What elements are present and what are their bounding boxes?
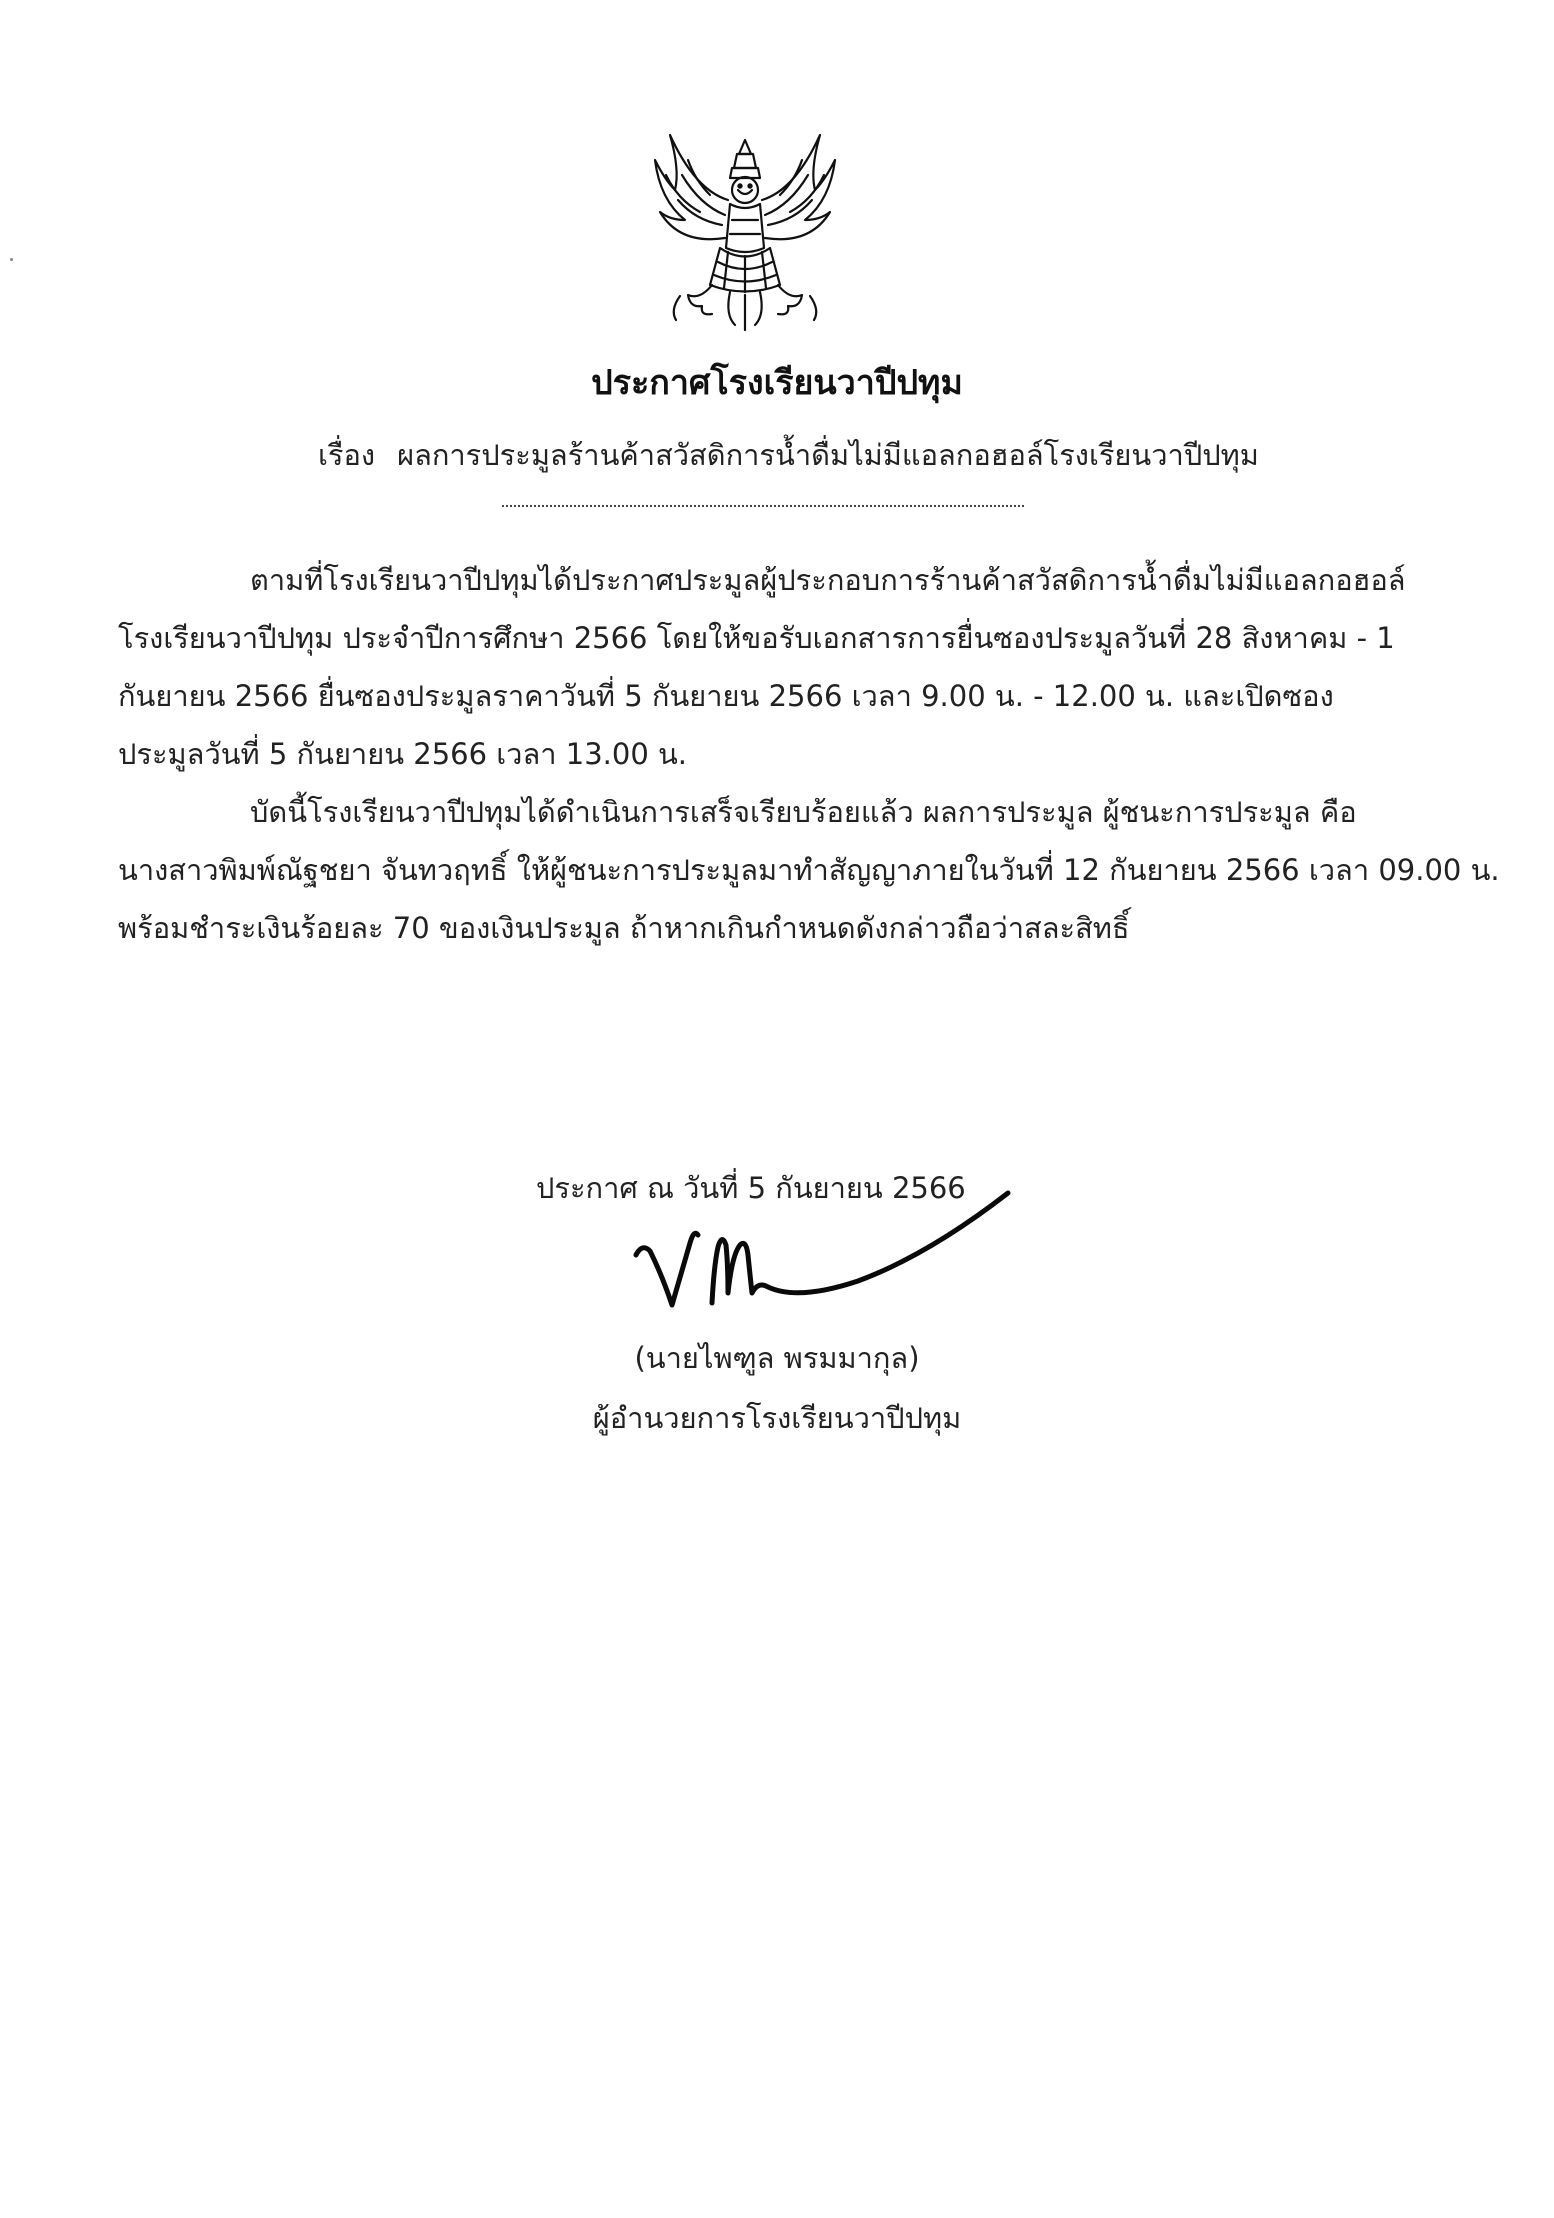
garuda-emblem-icon xyxy=(640,120,850,340)
document-subject xyxy=(318,432,1259,478)
subject-label: เรื่อง xyxy=(318,438,376,472)
handwritten-signature xyxy=(628,1185,1048,1315)
subject-text: ผลการประมูลร้านค้าสวัสดิการน้ำดื่มไม่มีแอลกอฮอล์โรงเรียนวาปีปทุม xyxy=(397,438,1259,472)
document-title: ประกาศโรงเรียนวาปีปทุม xyxy=(591,363,963,403)
announce-date: ประกาศ ณ วันที่ 5 กันยายน 2566 xyxy=(536,1171,966,1205)
body-line: บัดนี้โรงเรียนวาปีปทุมได้ดำเนินการเสร็จเรียบร้อยแล้ว ผลการประมูล ผู้ชนะการประมูล คือ xyxy=(250,795,1357,829)
body-line: พร้อมชำระเงินร้อยละ 70 ของเงินประมูล ถ้าหากเกินกำหนดดังกล่าวถือว่าสละสิทธิ์ xyxy=(118,911,1130,945)
body-line: ประมูลวันที่ 5 กันยายน 2566 เวลา 13.00 น. xyxy=(118,737,688,771)
body-line: นางสาวพิมพ์ณัฐชยา จันทวฤทธิ์ ให้ผู้ชนะการประมูลมาทำสัญญาภายในวันที่ 12 กันยายน 2566 เวลา 09.00 น. xyxy=(118,853,1500,887)
body-line: ตามที่โรงเรียนวาปีปทุมได้ประกาศประมูลผู้ประกอบการร้านค้าสวัสดิการน้ำดื่มไม่มีแอลกอฮอล์ xyxy=(250,563,1406,597)
dotted-divider xyxy=(502,505,1024,507)
body-line: กันยายน 2566 ยื่นซองประมูลราคาวันที่ 5 กันยายน 2566 เวลา 9.00 น. - 12.00 น. และเปิดซอง xyxy=(118,679,1334,713)
signer-position: ผู้อำนวยการโรงเรียนวาปีปทุม xyxy=(592,1401,962,1435)
signer-name: (นายไพฑูล พรมมากุล) xyxy=(634,1341,920,1375)
signature-block xyxy=(0,1165,1554,1465)
body-line: โรงเรียนวาปีปทุม ประจำปีการศึกษา 2566 โดยให้ขอรับเอกสารการยื่นซองประมูลวันที่ 28 สิงหาคม - 1 xyxy=(118,621,1395,655)
scan-speck xyxy=(10,258,13,261)
